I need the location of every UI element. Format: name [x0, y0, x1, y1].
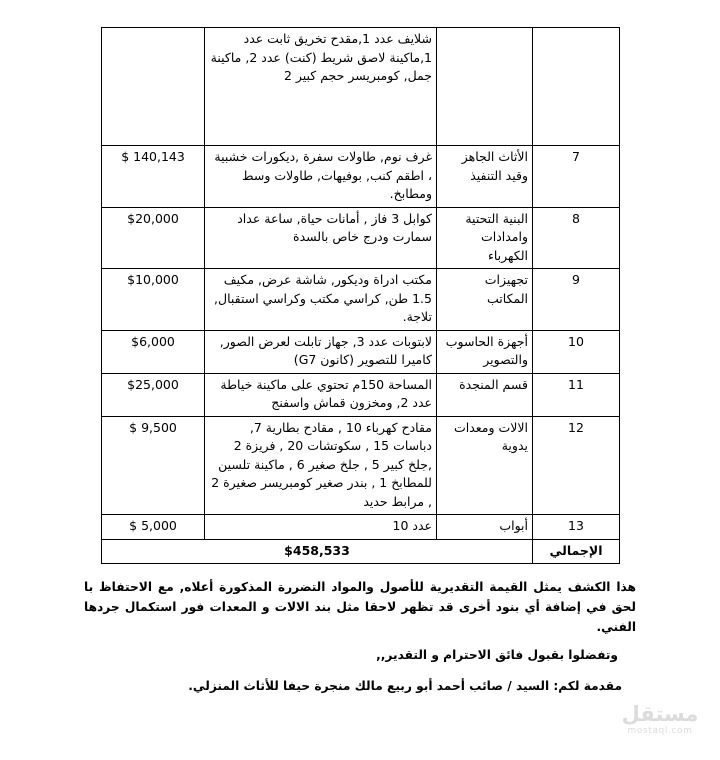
row-description-cell: لابتوبات عدد 3, جهاز تابلت لعرض الصور, كاميرا للتصوير (كانون G7): [205, 330, 437, 373]
row-description-cell: مكتب ادراة وديكور, شاشة عرض, مكيف 1.5 طن, كراسي مكتب وكراسي استقبال, تلاجة.: [205, 269, 437, 331]
table-row: [102, 146, 620, 208]
row-name-cell: تجهيزات المكاتب: [437, 269, 533, 331]
row-description-cell: كوابل 3 فاز , أمانات حياة, ساعة عداد سمارت ودرج خاص بالسدة: [205, 207, 437, 269]
row-name-cell: الأثاث الجاهز وقيد التنفيذ: [437, 146, 533, 208]
row-index-cell: 11: [533, 373, 620, 416]
row-description-cell: مقادح كهرباء 10 , مقادح بطارية 7, دباسات 15 , سكوتشات 20 , فريزة 2 ,جلخ كبير 5 , جلخ صغير 6 , ماكينة تلسين للمطابخ 1 , بندر صغير كومبريسر صغيرة 2 , مرابط حديد: [205, 416, 437, 515]
total-label-cell: الإجمالي: [533, 539, 620, 564]
row-name-cell: الالات ومعدات يدوية: [437, 416, 533, 515]
row-index-cell: [533, 28, 620, 146]
row-name-cell: [437, 28, 533, 146]
row-index-cell: 12: [533, 416, 620, 515]
row-amount-cell: $20,000: [102, 207, 205, 269]
row-name-cell: أبواب: [437, 515, 533, 540]
table-row: [102, 207, 620, 269]
table-row: [102, 28, 620, 146]
row-amount-cell: $ 5,000: [102, 515, 205, 540]
assets-table-body: [102, 28, 620, 564]
row-amount-cell: $ 9,500: [102, 416, 205, 515]
table-total-row: [102, 539, 620, 564]
total-value-cell: $458,533: [102, 539, 533, 564]
row-amount-cell: $25,000: [102, 373, 205, 416]
footer-notes: [84, 578, 636, 707]
table-row: [102, 330, 620, 373]
row-amount-cell: [102, 28, 205, 146]
mostaql-watermark: [610, 703, 710, 736]
row-index-cell: 10: [533, 330, 620, 373]
row-amount-cell: $10,000: [102, 269, 205, 331]
row-name-cell: أجهزة الحاسوب والتصوير: [437, 330, 533, 373]
table-row: [102, 373, 620, 416]
assets-table: [101, 27, 620, 564]
assets-table-container: [102, 27, 620, 564]
row-description-cell: غرف نوم, طاولات سفرة ,ديكورات خشبية ، اطقم كنب, بوفيهات, طاولات وسط ومطابخ.: [205, 146, 437, 208]
row-amount-cell: $6,000: [102, 330, 205, 373]
signature-line: مقدمة لكم: السيد / صائب أحمد أبو ربيع مالك منجرة حيفا للأثاث المنزلي.: [188, 678, 622, 693]
row-description-cell: شلايف عدد 1,مقدح تخريق ثابت عدد 1,ماكينة لاصق شريط (كنت) عدد 2, ماكينة جمل, كومبريسر حجم كبير 2: [205, 28, 437, 146]
row-index-cell: 9: [533, 269, 620, 331]
table-row: [102, 269, 620, 331]
row-index-cell: 8: [533, 207, 620, 269]
row-index-cell: 7: [533, 146, 620, 208]
table-row: [102, 416, 620, 515]
row-index-cell: 13: [533, 515, 620, 540]
disclaimer-paragraph: هذا الكشف يمثل القيمة التقديرية للأصول والمواد التضررة المذكورة أعلاه, مع الاحتفاظ با لحق في إضافة أي بنود أخرى قد تظهر لاحقا مثل بند الالات و المعدات فور استكمال جردها الفني.: [84, 580, 636, 634]
watermark-latin-text: mostaql.com: [627, 726, 693, 737]
row-name-cell: البنية التحتية وامدادات الكهرباء: [437, 207, 533, 269]
table-row: [102, 515, 620, 540]
row-name-cell: قسم المنجدة: [437, 373, 533, 416]
closing-line: وتفضلوا بقبول فائق الاحترام و التقدير,,: [376, 648, 618, 663]
row-amount-cell: $ 140,143: [102, 146, 205, 208]
row-description-cell: عدد 10: [205, 515, 437, 540]
watermark-arabic-text: مستقل: [621, 702, 699, 726]
row-description-cell: المساحة 150م تحتوي على ماكينة خياطة عدد 2, ومخزون قماش واسفنج: [205, 373, 437, 416]
